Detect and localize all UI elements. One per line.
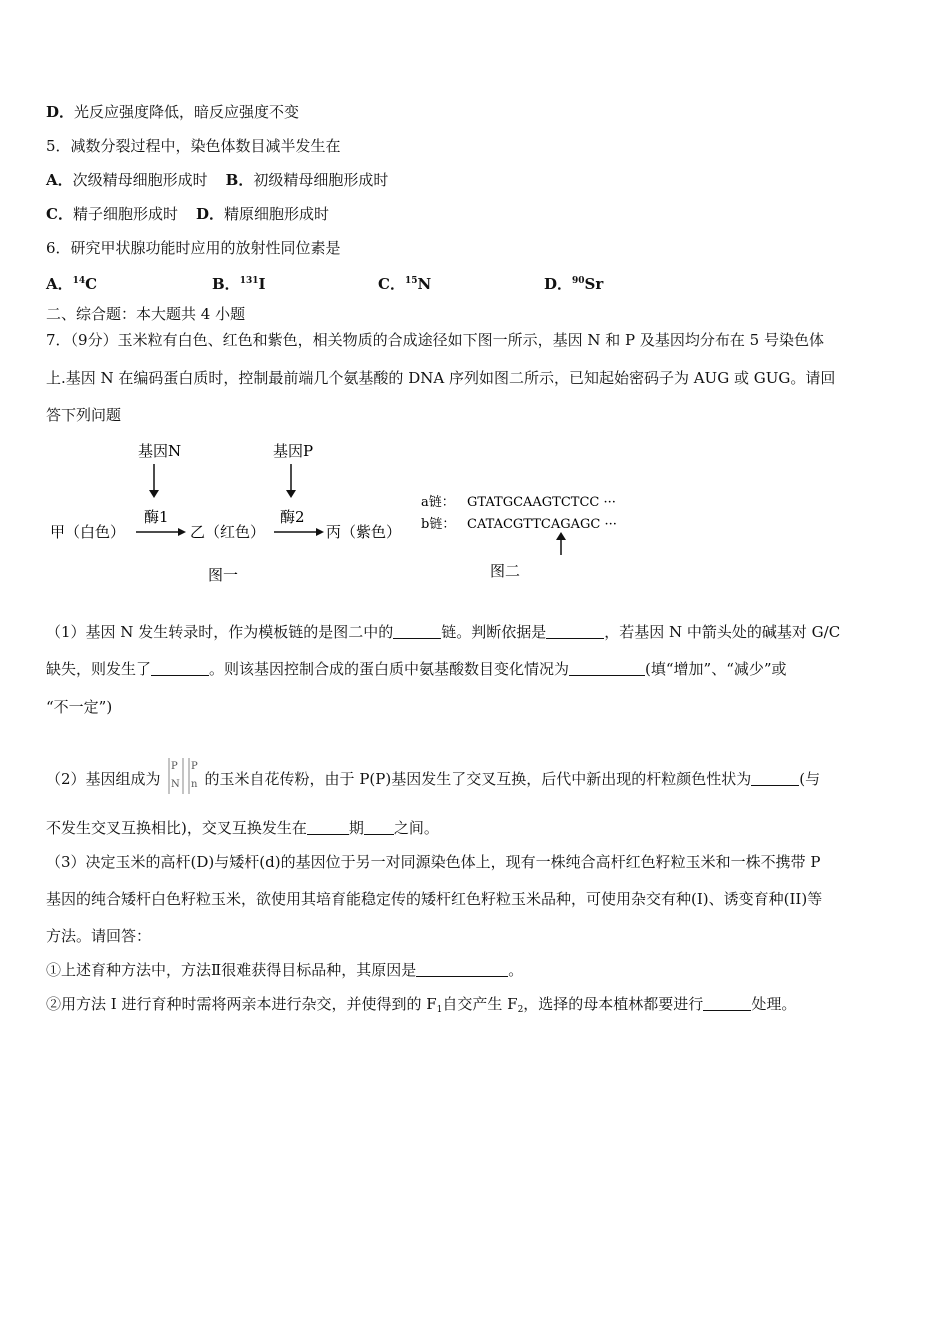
option-text: 初级精母细胞形成时 (253, 171, 389, 189)
q7-part3-line2: 基因的纯合矮杆白色籽粒玉米，欲使用其培育能稳定传的矮杆红色籽粒玉米品种，可使用杂交有种(I)、诱变育种(II)等 (46, 890, 823, 908)
q7-part3-q1: ①上述育种方法中，方法Ⅱ很难获得目标品种，其原因是 。 (46, 961, 524, 979)
genotype-figure (163, 756, 203, 796)
option-text: 精子细胞形成时 (72, 205, 178, 223)
q6-option-b: B．$^{131}$I (212, 275, 266, 293)
answer-blank[interactable] (307, 820, 349, 835)
option-letter: A． (46, 171, 73, 189)
q7-part3-q2: ②用方法 I 进行育种时需将两亲本进行杂交，并使得到的 $F_1$自交产生 $F_2$，选择的母本植林都要进行 处理。 (46, 995, 797, 1015)
q5-options-ab (46, 170, 388, 190)
enzyme1-label: 酶1 (144, 508, 169, 526)
q7-part1-line3: “不一定”) (46, 698, 113, 716)
yi-red: 乙（红色） (190, 523, 266, 541)
option-letter: B． (225, 171, 254, 189)
answer-blank[interactable] (393, 624, 441, 639)
q4-option-d (46, 102, 299, 122)
q7-part3-line3: 方法。请回答： (46, 927, 152, 945)
svg-text:N: N (170, 779, 180, 790)
jia-white: 甲（白色） (50, 523, 126, 541)
option-text: 光反应强度降低，暗反应强度不变 (74, 103, 300, 121)
gene-n-arrowhead (149, 490, 159, 498)
q7-stem-line3: 答下列问题 (46, 406, 122, 424)
q7-figures (46, 436, 646, 596)
q5-options-cd (46, 204, 329, 224)
strand-b-seq: CATACGTTCAGAGC ··· (467, 517, 617, 532)
svg-text:P: P (190, 761, 198, 772)
section-title: 二、综合题：本大题共 4 小题 (46, 305, 246, 323)
arrowhead-2 (316, 528, 324, 536)
q5-stem: 5．减数分裂过程中，染色体数目减半发生在 (46, 137, 341, 155)
option-letter: D． (195, 205, 224, 223)
mutation-arrowhead (556, 532, 566, 540)
answer-blank[interactable] (703, 996, 751, 1011)
option-letter: D． (46, 103, 75, 121)
q7-part1-line2: 缺失，则发生了 。则该基因控制合成的蛋白质中氨基酸数目变化情况为 (填“增加”、“减少”或 (46, 660, 787, 678)
gene-p-label: 基因P (273, 442, 314, 460)
gene-n-label: 基因N (138, 442, 182, 460)
q6-option-c: C．$^{15}$N (378, 275, 432, 293)
option-letter: C． (46, 205, 73, 223)
q6-stem: 6．研究甲状腺功能时应用的放射性同位素是 (46, 239, 341, 257)
answer-blank[interactable] (151, 661, 209, 676)
strand-a-label: a链： (421, 495, 455, 510)
option-text: 次级精母细胞形成时 (72, 171, 208, 189)
strand-a-seq: GTATGCAAGTCTCC ··· (467, 495, 616, 510)
q7-part2-line1: （2）基因组成为 P N P n 的玉米自花传粉，由于 P(P)基因发生了交叉互换，后代中新出现的杆粒颜色性状为 (与 (46, 756, 820, 796)
answer-blank[interactable] (416, 962, 508, 977)
svg-text:n: n (190, 779, 197, 790)
figure2-caption: 图二 (490, 562, 521, 580)
bing-purple: 丙（紫色） (326, 523, 402, 541)
q7-part2-line2: 不发生交叉互换相比)，交叉互换发生在 期 之间。 (46, 819, 439, 837)
strand-b-label: b链： (421, 517, 456, 532)
q7-stem-line2: 上.基因 N 在编码蛋白质时，控制最前端几个氨基酸的 DNA 序列如图二所示，已知起始密码子为 AUG 或 GUG。请回 (46, 369, 836, 387)
answer-blank[interactable] (546, 624, 604, 639)
answer-blank[interactable] (751, 771, 799, 786)
q6-option-a: A．$^{14}$C (46, 275, 98, 293)
q7-part1-line1: （1）基因 N 发生转录时，作为模板链的是图二中的 链。判断依据是 ，若基因 N 中箭头处的碱基对 G/C (46, 623, 841, 641)
q7-part3-line1: （3）决定玉米的高杆(D)与矮杆(d)的基因位于另一对同源染色体上，现有一株纯合高杆红色籽粒玉米和一株不携带 P (46, 853, 821, 871)
answer-blank[interactable] (569, 661, 645, 676)
enzyme2-label: 酶2 (280, 508, 305, 526)
q7-stem-line1: 7．（9分）玉米粒有白色、红色和紫色，相关物质的合成途径如下图一所示，基因 N 和 P 及基因均分布在 5 号染色体 (46, 331, 824, 349)
figure1-caption: 图一 (208, 566, 239, 584)
option-text: 精原细胞形成时 (223, 205, 329, 223)
svg-text:P: P (170, 761, 178, 772)
gene-p-arrowhead (286, 490, 296, 498)
arrowhead-1 (178, 528, 186, 536)
q6-option-d: D．$^{90}$Sr (544, 275, 604, 293)
answer-blank[interactable] (364, 820, 394, 835)
